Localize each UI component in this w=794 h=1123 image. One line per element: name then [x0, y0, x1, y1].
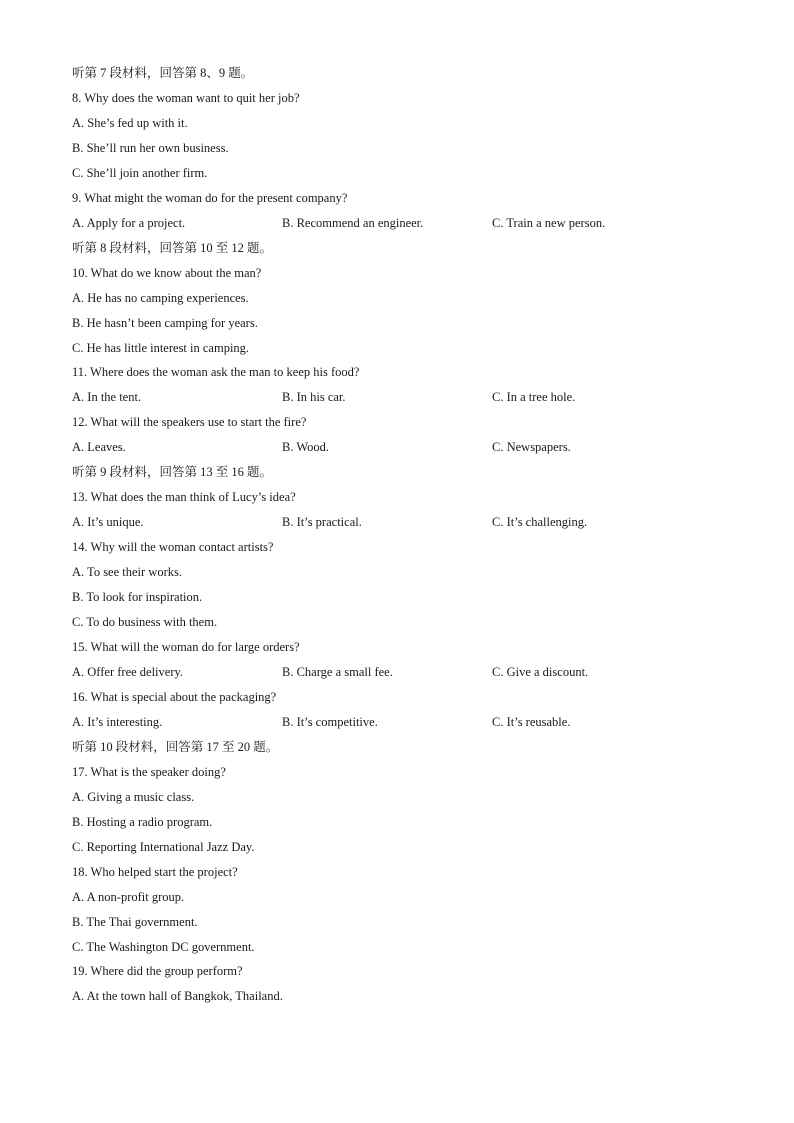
question-stem: 9. What might the woman do for the present company? [72, 191, 348, 205]
option: A. Offer free delivery. [72, 665, 184, 679]
option: A. She’s fed up with it. [72, 116, 188, 130]
option: A. He has no camping experiences. [72, 291, 249, 305]
question-stem: 15. What will the woman do for large orders? [72, 640, 300, 654]
option: C. Newspapers. [492, 440, 571, 454]
section-heading: 听第 8 段材料，回答第 10 至 12 题。 [72, 241, 273, 255]
option: A. Giving a music class. [72, 790, 195, 804]
option: C. The Washington DC government. [72, 940, 255, 954]
option: B. It’s practical. [282, 515, 362, 529]
section-heading: 听第 9 段材料，回答第 13 至 16 题。 [72, 465, 273, 479]
question-stem: 8. Why does the woman want to quit her job? [72, 91, 300, 105]
option: C. In a tree hole. [492, 390, 576, 404]
section-heading: 听第 7 段材料，回答第 8、9 题。 [72, 66, 254, 80]
option: A. Leaves. [72, 440, 126, 454]
option: C. He has little interest in camping. [72, 341, 250, 355]
option: C. It’s challenging. [492, 515, 588, 529]
option: C. She’ll join another firm. [72, 166, 208, 180]
option: A. A non-profit group. [72, 890, 185, 904]
option: B. She’ll run her own business. [72, 141, 229, 155]
option: A. In the tent. [72, 390, 142, 404]
option: B. Charge a small fee. [282, 665, 393, 679]
option: C. It’s reusable. [492, 715, 571, 729]
option: A. It’s interesting. [72, 715, 163, 729]
option: B. In his car. [282, 390, 346, 404]
option: B. The Thai government. [72, 915, 198, 929]
option: A. Apply for a project. [72, 216, 186, 230]
question-stem: 12. What will the speakers use to start the fire? [72, 415, 307, 429]
option: A. To see their works. [72, 565, 182, 579]
option: C. Give a discount. [492, 665, 589, 679]
option: B. To look for inspiration. [72, 590, 203, 604]
option: A. It’s unique. [72, 515, 144, 529]
question-stem: 10. What do we know about the man? [72, 266, 262, 280]
question-stem: 14. Why will the woman contact artists? [72, 540, 274, 554]
question-stem: 11. Where does the woman ask the man to keep his food? [72, 365, 360, 379]
option: B. Recommend an engineer. [282, 216, 424, 230]
option: C. Train a new person. [492, 216, 606, 230]
question-stem: 19. Where did the group perform? [72, 964, 243, 978]
option: B. It’s competitive. [282, 715, 378, 729]
question-stem: 18. Who helped start the project? [72, 865, 238, 879]
option: B. Hosting a radio program. [72, 815, 213, 829]
option: B. Wood. [282, 440, 330, 454]
question-stem: 16. What is special about the packaging? [72, 690, 277, 704]
option: C. To do business with them. [72, 615, 218, 629]
question-stem: 13. What does the man think of Lucy’s idea? [72, 490, 296, 504]
option: A. At the town hall of Bangkok, Thailand. [72, 989, 283, 1003]
question-stem: 17. What is the speaker doing? [72, 765, 226, 779]
option: B. He hasn’t been camping for years. [72, 316, 258, 330]
option: C. Reporting International Jazz Day. [72, 840, 255, 854]
section-heading: 听第 10 段材料，回答第 17 至 20 题。 [72, 740, 279, 754]
